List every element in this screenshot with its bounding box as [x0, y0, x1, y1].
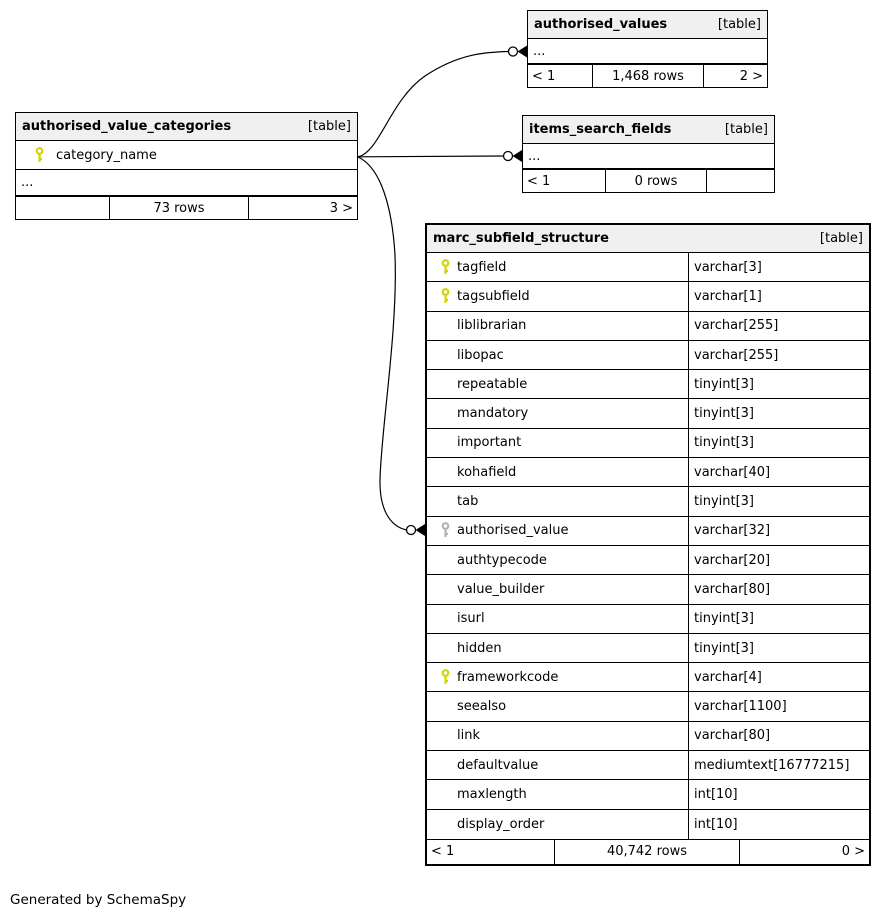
column-name-cell: [427, 429, 689, 457]
column-row: [427, 634, 869, 663]
column-type: varchar[32]: [694, 523, 771, 539]
column-row: [427, 341, 869, 370]
column-name: value_builder: [457, 581, 545, 597]
collapsed-columns-label: ...: [21, 175, 34, 190]
column-name: libopac: [457, 347, 504, 363]
table-badge: [table]: [717, 17, 761, 32]
column-row: [427, 429, 869, 458]
column-row: [427, 487, 869, 516]
column-name-cell: [427, 605, 689, 633]
column-name-cell: [427, 458, 689, 486]
zero-or-one-dot-icon: [509, 47, 518, 56]
column-type: varchar[3]: [694, 259, 762, 275]
column-name-cell: [427, 692, 689, 720]
column-type: varchar[20]: [694, 552, 771, 568]
table-authorised-value-categories[interactable]: [15, 112, 358, 220]
column-type: tinyint[3]: [694, 376, 755, 392]
table-footer: [523, 169, 774, 192]
column-row: [427, 780, 869, 809]
column-name: display_order: [457, 816, 545, 832]
collapsed-columns-label: ...: [528, 148, 541, 164]
column-row: [427, 546, 869, 575]
column-type: varchar[1]: [694, 288, 762, 304]
column-row: [16, 141, 357, 170]
zero-or-one-dot-icon: [504, 152, 513, 161]
table-header: [528, 11, 767, 39]
primary-key-icon: [433, 288, 457, 305]
footer-degree-in: < 1: [532, 68, 556, 84]
column-type: tinyint[3]: [694, 611, 755, 627]
column-name-cell: [427, 663, 689, 691]
column-row: [427, 692, 869, 721]
column-type: tinyint[3]: [694, 494, 755, 510]
column-name-cell: [427, 546, 689, 574]
column-name: repeatable: [457, 376, 528, 392]
column-name: important: [457, 435, 522, 451]
column-name: kohafield: [457, 464, 517, 480]
arrowhead-icon: [513, 150, 523, 162]
table-authorised-values[interactable]: [527, 10, 768, 88]
column-name-cell: [427, 399, 689, 427]
column-type: varchar[80]: [694, 728, 771, 744]
table-footer: [427, 839, 869, 864]
column-type: varchar[255]: [694, 347, 779, 363]
column-name: category_name: [56, 147, 157, 163]
column-name: defaultvalue: [457, 757, 539, 773]
column-type: int[10]: [694, 816, 738, 832]
table-name[interactable]: authorised_values: [534, 17, 668, 32]
column-row: [427, 282, 869, 311]
table-marc-subfield-structure[interactable]: [425, 223, 871, 866]
footer-row-count: 1,468 rows: [592, 65, 704, 87]
footer-degree-in: < 1: [431, 844, 455, 860]
arrowhead-icon: [416, 524, 426, 536]
table-items-search-fields[interactable]: [522, 115, 775, 193]
column-row: [427, 663, 869, 692]
relationship-line: [358, 52, 509, 158]
footer-degree-out: 2 >: [739, 68, 763, 84]
collapsed-columns-row: [528, 39, 767, 64]
column-name: frameworkcode: [457, 669, 559, 685]
column-row: [427, 722, 869, 751]
column-name: mandatory: [457, 406, 529, 422]
column-name: maxlength: [457, 786, 527, 802]
column-type: tinyint[3]: [694, 406, 755, 422]
footer-row-count: 73 rows: [109, 197, 249, 219]
column-row: [427, 575, 869, 604]
column-name-cell: [427, 517, 689, 545]
column-name: link: [457, 728, 480, 744]
table-name[interactable]: marc_subfield_structure: [433, 231, 609, 246]
table-badge: [table]: [819, 231, 863, 246]
column-name-cell: [427, 282, 689, 310]
column-type: tinyint[3]: [694, 640, 755, 656]
zero-or-one-dot-icon: [407, 526, 416, 535]
column-row: [427, 312, 869, 341]
primary-key-icon: [433, 669, 457, 686]
footer-degree-out: 3 >: [329, 200, 353, 216]
column-name-cell: [427, 253, 689, 281]
relationship-line: [358, 157, 407, 530]
column-type: varchar[1100]: [694, 699, 787, 715]
column-name-cell: [427, 312, 689, 340]
column-name: authtypecode: [457, 552, 547, 568]
column-name: tagsubfield: [457, 288, 530, 304]
column-name-cell: [427, 575, 689, 603]
column-name-cell: [427, 370, 689, 398]
column-row: [427, 370, 869, 399]
footer-degree-out: [707, 170, 774, 192]
column-row: [427, 458, 869, 487]
footer-row-count: 40,742 rows: [554, 840, 740, 864]
column-name-cell: [427, 810, 689, 839]
column-list: [427, 253, 869, 839]
column-name: hidden: [457, 640, 502, 656]
column-type: varchar[4]: [694, 669, 762, 685]
column-row: [427, 751, 869, 780]
collapsed-columns-row: [523, 144, 774, 169]
table-name[interactable]: authorised_value_categories: [22, 119, 232, 134]
column-row: [427, 605, 869, 634]
footer-row-count: 0 rows: [605, 170, 707, 192]
primary-key-icon: [22, 147, 56, 164]
table-header: [427, 225, 869, 253]
arrowhead-icon: [518, 46, 528, 58]
column-type: varchar[80]: [694, 581, 771, 597]
primary-key-icon: [433, 259, 457, 276]
foreign-key-icon: [433, 522, 457, 539]
column-name: tab: [457, 494, 479, 510]
column-type: mediumtext[16777215]: [694, 757, 850, 773]
table-header: [523, 116, 774, 144]
column-name: isurl: [457, 611, 485, 627]
footer-degree-in: < 1: [527, 173, 551, 189]
column-row: [427, 810, 869, 839]
column-type: varchar[40]: [694, 464, 771, 480]
column-type: int[10]: [694, 786, 738, 802]
column-name: liblibrarian: [457, 318, 527, 334]
table-name[interactable]: items_search_fields: [529, 122, 672, 137]
column-name-cell: [427, 780, 689, 808]
relationship-line: [358, 156, 504, 157]
column-name-cell: [427, 487, 689, 515]
column-name-cell: [427, 341, 689, 369]
footer-degree-out: 0 >: [841, 844, 865, 860]
column-name-cell: [427, 722, 689, 750]
column-name: seealso: [457, 699, 507, 715]
table-footer: [16, 196, 357, 219]
column-type: varchar[255]: [694, 318, 779, 334]
generator-note: Generated by SchemaSpy: [10, 892, 187, 908]
column-row: [427, 517, 869, 546]
column-name: authorised_value: [457, 523, 569, 539]
collapsed-columns-row: [16, 170, 357, 196]
table-header: [16, 113, 357, 141]
table-badge: [table]: [724, 122, 768, 137]
column-name-cell: [427, 634, 689, 662]
column-row: [427, 399, 869, 428]
table-footer: [528, 64, 767, 87]
collapsed-columns-label: ...: [533, 43, 546, 59]
table-badge: [table]: [307, 119, 351, 134]
column-type: tinyint[3]: [694, 435, 755, 451]
column-name-cell: [427, 751, 689, 779]
footer-degree-in: [16, 197, 109, 219]
column-row: [427, 253, 869, 282]
column-name: tagfield: [457, 259, 507, 275]
